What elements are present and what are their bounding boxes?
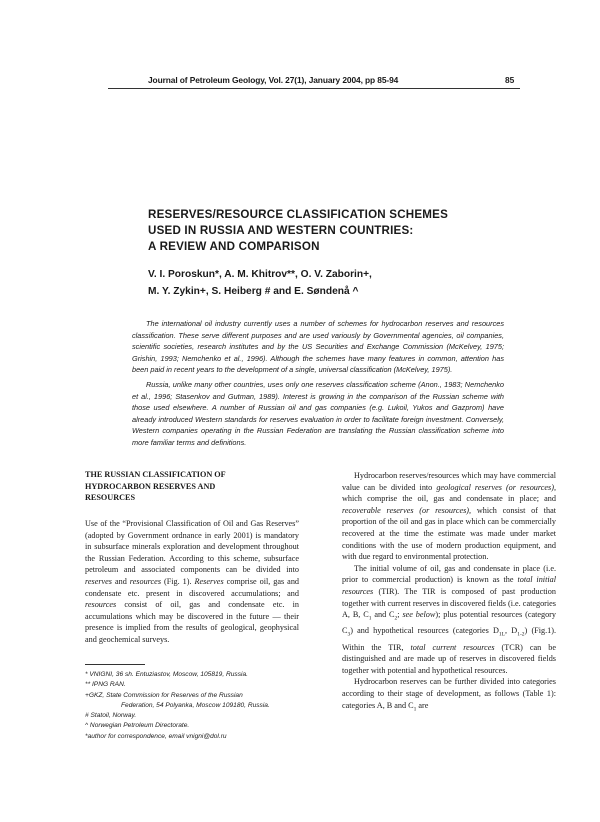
text-run: (TIR). The TIR is composed of past production together with current reserves in discovered fields (i.e. categories A, B, C: [342, 586, 556, 620]
author-line: M. Y. Zykin+, S. Heiberg # and E. Søndenå ^: [148, 286, 359, 297]
footnote: *author for correspondence, email vnigni@dol.ru: [85, 732, 227, 740]
right-paragraph-2: [342, 563, 556, 677]
term-reserves: reserves: [85, 576, 112, 586]
abstract-paragraph-2: Russia, unlike many other countries, uses only one reserves classification scheme (Anon., 1983; Nemchenko et al., 1996; Stasenkov and Gutman, 1989). Interest is growing in the comparison of the Russian scheme with those used elsewhere. A number of Russian oil and gas companies (e.g. Lukoil, Yukos and Gazprom) have already introduced Western standards for reserves evaluation in order to facilitate foreign investment. Conversely, Western companies operating in the Russian Federation are translating the Russian classification scheme into more familiar terms and definitions.: [132, 380, 504, 447]
footnote-rule: [85, 664, 145, 665]
text-run: , D: [505, 626, 518, 636]
footnote: +GKZ, State Commission for Reserves of the Russian: [85, 691, 243, 699]
term-reserves: Reserves: [194, 576, 224, 586]
left-paragraph-1: [85, 518, 299, 646]
title-line: A REVIEW AND COMPARISON: [148, 240, 320, 253]
text-run: comprise oil, gas and condensate etc. present in discovered accumulations; and: [85, 576, 300, 598]
text-run: (TCR) can be distinguished and are made up of reserves in discovered fields together with potential and hypothetical resources.: [342, 642, 556, 675]
text-run: are: [416, 700, 429, 710]
title-line: USED IN RUSSIA AND WESTERN COUNTRIES:: [148, 224, 414, 237]
right-paragraph-3: [342, 676, 556, 715]
title-line: RESERVES/RESOURCE CLASSIFICATION SCHEMES: [148, 208, 449, 221]
text-run: and C: [371, 610, 395, 620]
paper-title: [148, 207, 488, 255]
section-heading-line: THE RUSSIAN CLASSIFICATION OF: [85, 470, 226, 479]
author-line: V. I. Poroskun*, A. M. Khitrov**, O. V. Zaborin+,: [148, 269, 372, 280]
abstract-paragraph-1: The international oil industry currently uses a number of schemes for hydrocarbon reserves and resources classification. These serve different purposes and are used variously by Governmental agencies, oil companies, scientific societies, research institutes and by the US Securities and Exchange Commission (McKelvey, 1975; Grishin, 1993; Nemchenko et al., 1996). Although the schemes have many features in common, attention has been paid in recent years to the development of a single, universal classification (McKelvey, 1975).: [132, 319, 504, 375]
text-run: (Fig. 1).: [161, 576, 195, 586]
term-resources: resources: [85, 600, 117, 610]
right-column-body: [342, 470, 556, 716]
text-run: which comprise the oil, gas and condensate in place; and: [342, 494, 556, 504]
subscript: 1: [368, 615, 372, 622]
text-run: ) and hypothetical resources (categories D: [350, 626, 499, 636]
text-run: consist of oil, gas and condensate etc. in accumulations which may be discovered in the future — their presence is implied from the results of geological, geophysical and geochemical surveys.: [85, 600, 299, 644]
footnote: Federation, 54 Polyanka, Moscow 109180, Russia.: [121, 701, 270, 709]
subscript: 3: [347, 632, 351, 638]
page-number: 85: [505, 75, 515, 85]
right-paragraph-1: [342, 470, 556, 563]
text-run: Use of the “Provisional Classification of Oil and Gas Reserves” (adopted by Government ordnance in early 2001) is mandatory in subsurface minerals exploration and development throughout the Russian Federation. According to this scheme, subsurface petroleum and associated components can be divided into: [85, 519, 299, 575]
journal-header: Journal of Petroleum Geology, Vol. 27(1), January 2004, pp 85-94: [148, 75, 399, 85]
text-run: and: [111, 576, 130, 586]
term-resources: resources: [129, 576, 162, 586]
text-run: Hydrocarbon reserves/resources which may have commercial value can be divided into: [342, 471, 556, 492]
text-run: Hydrocarbon reserves can be further divided into categories according to their stage of development, as follows (Table 1): categories A, B and C: [342, 677, 556, 710]
text-run: ) (Fig.1). Within the TIR,: [342, 626, 557, 652]
footnote: # Statoil, Norway.: [85, 712, 137, 720]
subscript: 1-2: [517, 632, 525, 638]
term-geological: geological reserves (or resources),: [436, 482, 556, 492]
author-list: [148, 266, 508, 300]
header-rule: [108, 88, 520, 89]
text-run: which consist of that proportion of the oil and gas in place which can be commercially recovered at the time the estimate was made under market conditions with the use of modern production equipment, and with due regard to environmental protection.: [342, 505, 556, 562]
term-tcr: total current resources: [410, 642, 495, 652]
subscript: 2: [394, 615, 398, 622]
section-heading-line: HYDROCARBON RESERVES AND: [85, 481, 216, 491]
section-heading-line: RESOURCES: [85, 493, 136, 503]
footnote: ^ Norwegian Petroleum Directorate.: [85, 722, 190, 730]
footnote: * VNIGNI, 36 sh. Entuziastov, Moscow, 105819, Russia.: [85, 671, 248, 678]
footnote: ** IPNG RAN.: [85, 681, 126, 689]
text-run: ); plus potential resources (category C: [342, 610, 557, 636]
text-run: ;: [397, 610, 403, 620]
text-run: The initial volume of oil, gas and condensate in place (i.e. prior to commercial production) is known as the: [342, 563, 556, 585]
term-tir: total initial resources: [342, 575, 556, 596]
footnotes: [85, 670, 299, 742]
left-column-body: [85, 518, 299, 646]
term-see-below: see below: [402, 610, 436, 620]
section-heading: [85, 469, 295, 504]
term-recoverable: recoverable reserves (or resources),: [342, 505, 472, 515]
subscript: 1L: [498, 632, 506, 638]
subscript: 1: [413, 706, 417, 713]
